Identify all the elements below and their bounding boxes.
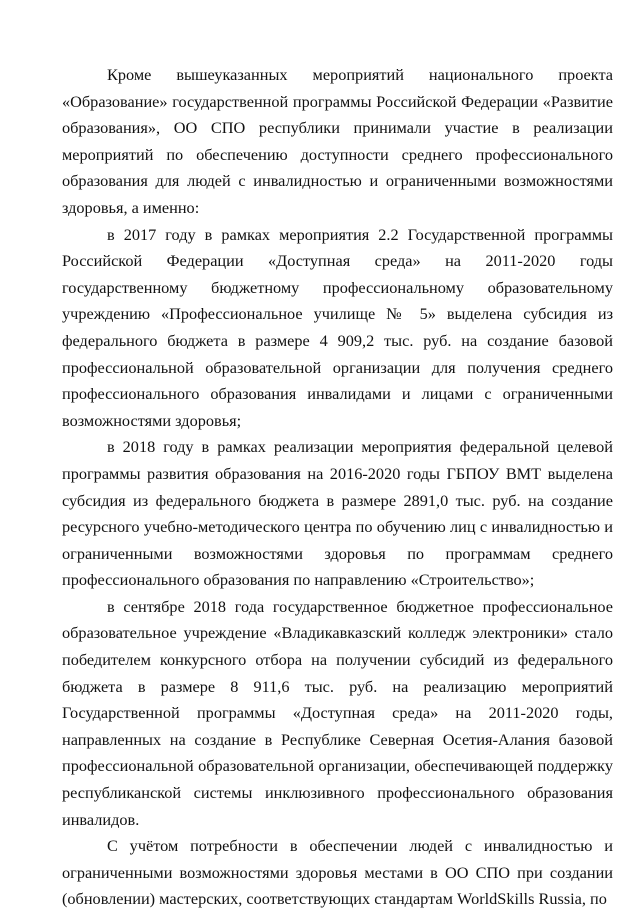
document-body (62, 62, 613, 913)
paragraph-2018-subsidy: в 2018 году в рамках реализации мероприятия федеральной целевой программы развития образования на 2016-2020 годы ГБПОУ ВМТ выделена субсидия из федерального бюджета в размере 2891,0 тыс. руб. на создание ресурсного учебно-методического центра по обучению лиц с инвалидностью и ограниченными возможностями здоровья по программам среднего профессионального образования по направлению «Строительство»; (62, 437, 613, 590)
paragraph-intro: Кроме вышеуказанных мероприятий национального проекта «Образование» государственной программы Российской Федерации «Развитие образования», ОО СПО республики принимали участие в реализации мероприятий по обеспечению доступности среднего профессионального образования для людей с инвалидностью и ограниченными возможностями здоровья, а именно: (62, 65, 613, 217)
paragraph-worldskills: С учётом потребности в обеспечении людей с инвалидностью и ограниченными возможностями здоровья местами в ОО СПО при создании (обновлении) мастерских, соответствующих стандартам WorldSkills Russia, по (62, 836, 613, 909)
paragraph-2017-subsidy: в 2017 году в рамках мероприятия 2.2 Государственной программы Российской Федерации «Доступная среда» на 2011-2020 годы государственному бюджетному профессиональному образовательному учреждению «Профессиональное училище № 5» выделена субсидия из федерального бюджета в размере 4 909,2 тыс. руб. на создание базовой профессиональной образовательной организации для получения среднего профессионального образования инвалидами и лицами с ограниченными возможностями здоровья; (62, 224, 613, 430)
paragraph-september-2018: в сентябре 2018 года государственное бюджетное профессиональное образовательное учреждение «Владикавказский колледж электроники» стало победителем конкурсного отбора на получении субсидий из федерального бюджета в размере 8 911,6 тыс. руб. на реализацию мероприятий Государственной программы «Доступная среда» на 2011-2020 годы, направленных на создание в Республике Северная Осетия-Алания базовой профессиональной образовательной организации, обеспечивающей поддержку республиканской системы инклюзивного профессионального образования инвалидов. (62, 596, 613, 829)
